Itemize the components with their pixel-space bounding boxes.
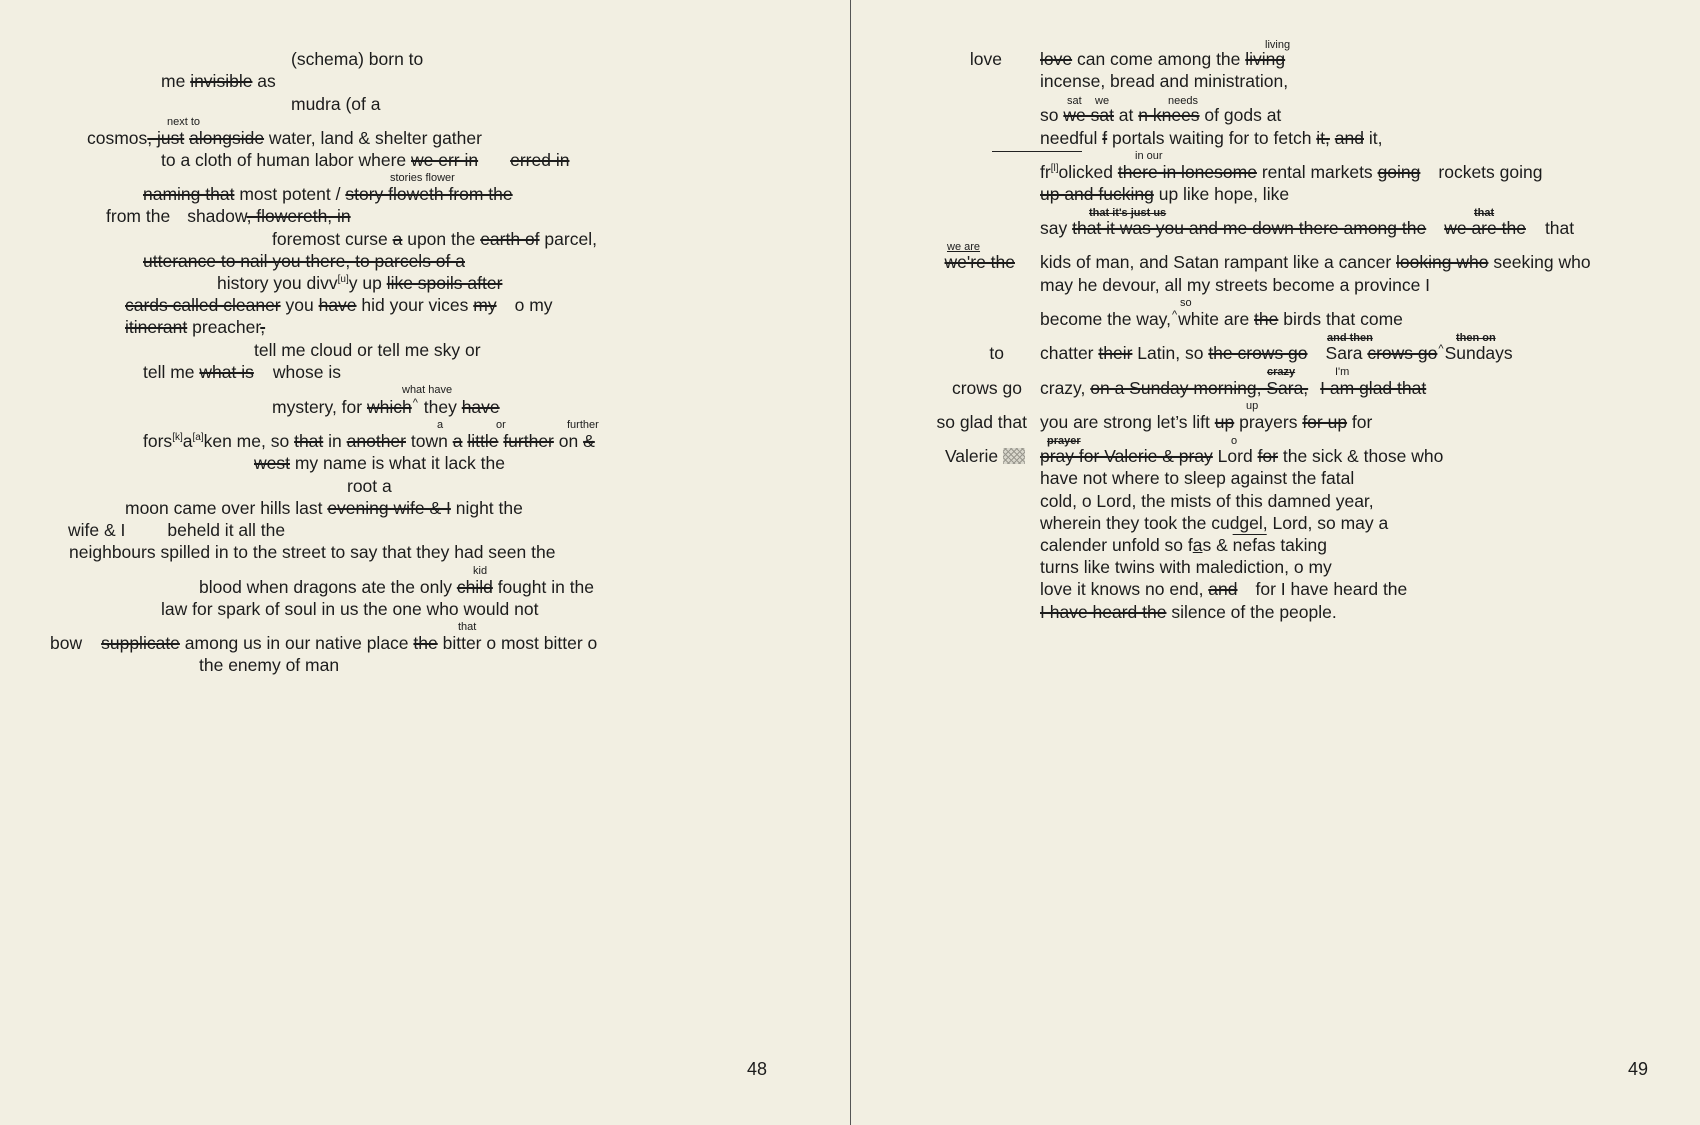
annotation: that it's just us [1089,207,1167,219]
poem-line: neighbours spilled in to the street to say that they had seen the [69,542,556,562]
poem-line: west my name is what it lack the [254,453,505,473]
annotation: we [1095,95,1110,107]
poem-line: crazy, on a Sunday morning, Sara, I am glad that [1040,378,1427,398]
annotation: living [1265,39,1291,51]
annotation: next to [167,116,201,128]
poem-line: from the shadow, flowereth, in [106,206,351,226]
annotation: up [1246,400,1259,412]
poem-line: mystery, for which^ they have [272,397,500,417]
annotation: in our [1135,150,1163,162]
poem-line: pray for Valerie & pray Lord for the sick & those who [1040,446,1444,466]
poem-line: I have heard the silence of the people. [1040,602,1337,622]
poem-line: mudra (of a [291,94,381,114]
poem-line: say that it was you and me down there among the we are the that [1040,218,1575,238]
poem-line: become the way,^white are the birds that come [1040,309,1403,329]
margin-word: we're the [944,252,1015,272]
poem-line: itinerant preacher, [125,317,266,337]
annotation: so [1180,297,1192,309]
annotation: I'm [1335,366,1350,378]
annotation: then on [1456,332,1496,344]
annotation: what have [402,384,453,396]
poem-line: needful f portals waiting for to fetch it, and it, [1040,128,1383,148]
margin-word: love [969,49,1002,69]
redaction-block [1003,448,1025,464]
annotation: sat [1067,95,1082,107]
margin-word: to [989,343,1004,363]
annotation: stories flower [390,172,455,184]
poem-line: fr[l]olicked there in lonesome rental markets going rockets going [1040,162,1543,182]
poem-line: love it knows no end, and for I have heard the [1040,579,1408,599]
poem-line: blood when dragons ate the only child fought in the [199,577,595,597]
poem-line: turns like twins with malediction, o my [1040,557,1332,577]
poem-line: law for spark of soul in us the one who would not [161,599,539,619]
poem-line: have not where to sleep against the fatal [1040,468,1355,488]
annotation: and then [1327,332,1373,344]
poem-line: (schema) born to [291,49,424,69]
poem-line: up and fucking up like hope, like [1040,184,1290,204]
annotation: that [1474,207,1495,219]
poem-line: history you divv[u]y up like spoils after [217,273,503,293]
poem-line: bow supplicate among us in our native place the bitter o most bitter o [50,633,598,653]
poem-line: moon came over hills last evening wife & I night the [125,498,523,518]
poem-line: cold, o Lord, the mists of this damned year, [1040,491,1374,511]
poem-line: foremost curse a upon the earth of parcel, [272,229,597,249]
poem-line: naming that most potent / story floweth from the [143,184,513,204]
poem-line: utterance to nail you there, to parcels of a [143,251,465,271]
poem-line: wherein they took the cudgel, Lord, so may a [1040,513,1389,533]
annotation: further [567,419,599,431]
poem-line: you are strong let’s lift up prayers for up for [1040,412,1373,432]
insertion-rule [992,151,1082,152]
page-number-left: 48 [747,1059,768,1079]
poem-line: incense, bread and ministration, [1040,71,1289,91]
margin-word: crows go [951,378,1022,398]
page-number-right: 49 [1628,1059,1649,1079]
annotation: needs [1168,95,1198,107]
poem-line: fors[k]a[a]ken me, so that in another town a little further on & [143,431,595,451]
margin-word: so glad that [936,412,1027,432]
poem-line: tell me cloud or tell me sky or [254,340,481,360]
poem-line: the enemy of man [199,655,340,675]
poem-line: calender unfold so fas & nefas taking [1040,535,1328,555]
annotation: or [496,419,506,431]
poem-line: kids of man, and Satan rampant like a cancer looking who seeking who [1040,252,1591,272]
annotation: prayer [1047,435,1081,447]
poem-line: root a [347,476,392,496]
poem-line: so we sat at n knees of gods at [1040,105,1282,125]
poem-line: to a cloth of human labor where we err in erred in [161,150,570,170]
poem-line: may he devour, all my streets become a province I [1040,275,1431,295]
poem-line: cards called cleaner you have hid your vices my o my [125,295,553,315]
poem-line: cosmos, just alongside water, land & shelter gather [87,128,482,148]
poem-line: me invisible as [161,71,276,91]
poem-line: tell me what is whose is [143,362,341,382]
annotation: we are [947,241,981,253]
poem-line: love can come among the living [1040,49,1286,69]
poem-line: chatter their Latin, so the crows go Sara crows go^Sundays [1040,343,1513,363]
annotation: that [458,621,477,633]
poem-line: wife & I beheld it all the [68,520,286,540]
annotation: kid [473,565,488,577]
annotation: crazy [1267,366,1296,378]
annotation: o [1231,435,1238,447]
page-gutter [850,0,851,1125]
margin-word: Valerie [945,445,1025,467]
annotation: a [437,419,444,431]
